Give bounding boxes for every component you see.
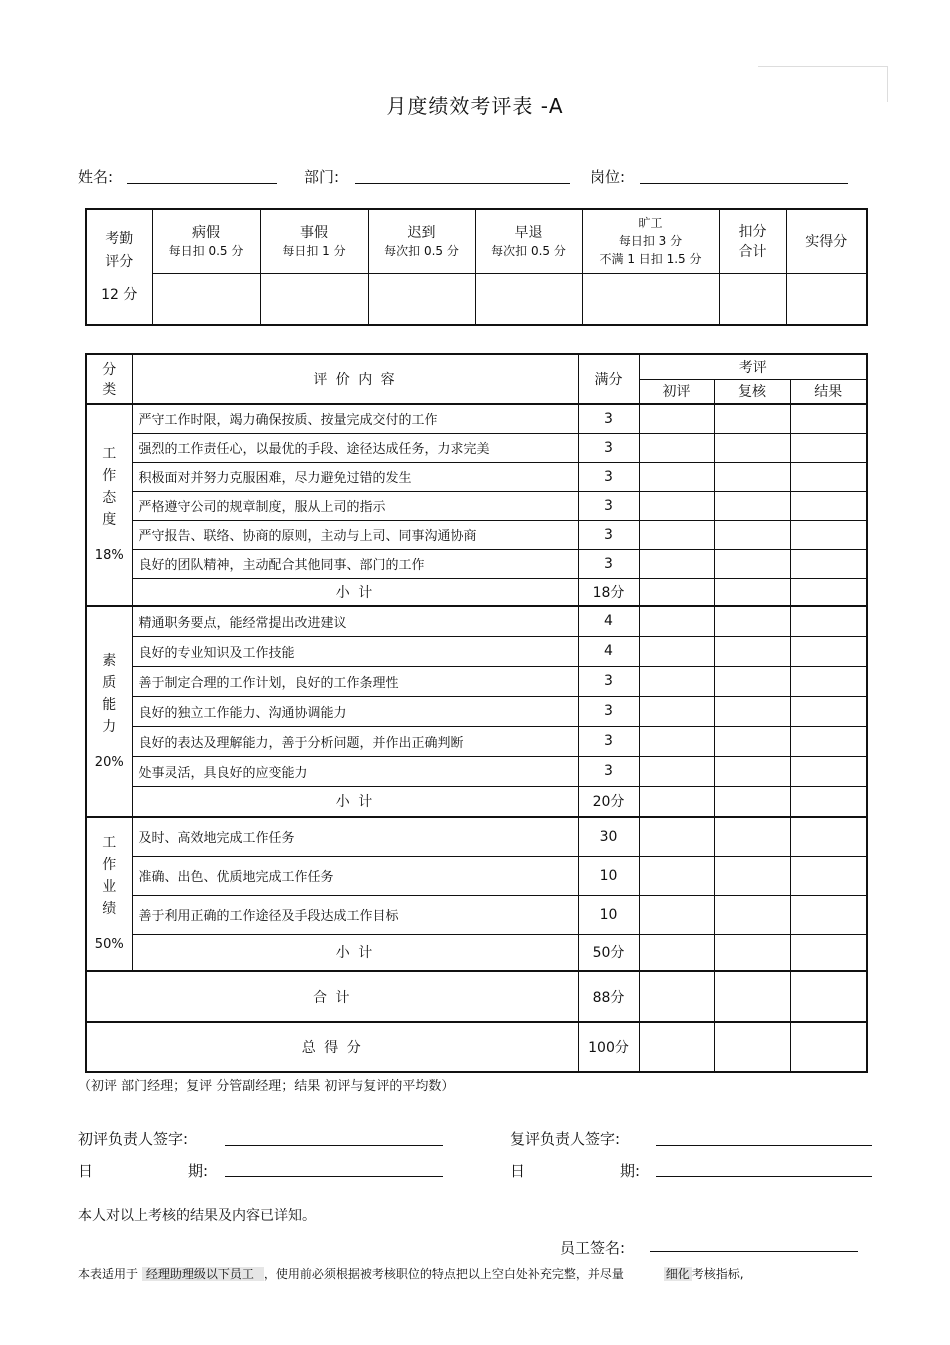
attendance-input-personal[interactable] [260, 273, 368, 325]
category-performance: 工 作 业 绩 50% [86, 817, 132, 971]
first-score-cell[interactable] [639, 549, 714, 578]
first-score-cell[interactable] [639, 696, 714, 726]
employee-sign-label: 员工签名: [560, 1239, 626, 1257]
criterion-text: 处事灵活，具良好的应变能力 [132, 756, 578, 786]
second-score-cell[interactable] [714, 1022, 790, 1072]
second-score-cell[interactable] [714, 666, 790, 696]
criterion-score: 10 [578, 895, 639, 934]
first-score-cell[interactable] [639, 606, 714, 636]
subtotal-score: 20分 [578, 786, 639, 817]
result-score-cell[interactable] [790, 578, 867, 606]
first-score-cell[interactable] [639, 726, 714, 756]
subtotal-label: 小 计 [132, 786, 578, 817]
total-label: 合 计 [86, 971, 578, 1022]
second-score-cell[interactable] [714, 404, 790, 433]
criterion-score: 10 [578, 856, 639, 895]
attendance-input-early-leave[interactable] [475, 273, 582, 325]
first-score-cell[interactable] [639, 491, 714, 520]
result-score-cell[interactable] [790, 934, 867, 971]
acknowledgement-text: 本人对以上考核的结果及内容已详知。 [78, 1208, 316, 1224]
first-score-cell[interactable] [639, 520, 714, 549]
criterion-score: 3 [578, 404, 639, 433]
result-score-cell[interactable] [790, 404, 867, 433]
second-score-cell[interactable] [714, 856, 790, 895]
position-field[interactable] [640, 183, 848, 184]
criterion-text: 善于利用正确的工作途径及手段达成工作目标 [132, 895, 578, 934]
first-signer-label: 初评负责人签字: [78, 1130, 189, 1148]
attendance-col-sick: 病假 每日扣 0.5 分 [152, 209, 260, 273]
second-score-cell[interactable] [714, 726, 790, 756]
result-score-cell[interactable] [790, 491, 867, 520]
date-label-left-b: 期: [188, 1162, 209, 1180]
criterion-text: 善于制定合理的工作计划，良好的工作条理性 [132, 666, 578, 696]
attendance-col-absent: 旷工 每日扣 3 分 不满 1 日扣 1.5 分 [582, 209, 719, 273]
second-score-cell[interactable] [714, 895, 790, 934]
attendance-table [85, 208, 868, 326]
eval-header-result: 结果 [790, 379, 867, 404]
criterion-score: 3 [578, 491, 639, 520]
first-score-cell[interactable] [639, 817, 714, 856]
second-score-cell[interactable] [714, 756, 790, 786]
attendance-input-actual[interactable] [786, 273, 867, 325]
category-competence: 素 质 能 力 20% [86, 606, 132, 817]
first-score-cell[interactable] [639, 404, 714, 433]
result-score-cell[interactable] [790, 756, 867, 786]
dept-field[interactable] [355, 183, 570, 184]
eval-header-review: 考评 [639, 354, 867, 379]
second-score-cell[interactable] [714, 606, 790, 636]
eval-header-first: 初评 [639, 379, 714, 404]
criterion-text: 积极面对并努力克服困难，尽力避免过错的发生 [132, 462, 578, 491]
first-score-cell[interactable] [639, 856, 714, 895]
attendance-col-personal: 事假 每日扣 1 分 [260, 209, 368, 273]
first-score-cell[interactable] [639, 433, 714, 462]
criterion-score: 3 [578, 756, 639, 786]
page-title: 月度绩效考评表 -A [386, 94, 564, 118]
criterion-text: 严守工作时限，竭力确保按质、按量完成交付的工作 [132, 404, 578, 433]
second-score-cell[interactable] [714, 578, 790, 606]
criterion-score: 4 [578, 606, 639, 636]
criterion-score: 3 [578, 549, 639, 578]
first-score-cell[interactable] [639, 636, 714, 666]
attendance-input-absent[interactable] [582, 273, 719, 325]
position-label: 岗位: [590, 168, 626, 186]
criterion-score: 30 [578, 817, 639, 856]
grand-total-score: 100分 [578, 1022, 639, 1072]
usage-note [78, 1265, 744, 1282]
first-score-cell[interactable] [639, 1022, 714, 1072]
result-score-cell[interactable] [790, 666, 867, 696]
usage-note-highlight: 经理助理级以下员工 [142, 1267, 264, 1281]
criterion-score: 3 [578, 726, 639, 756]
subtotal-label: 小 计 [132, 578, 578, 606]
criterion-text: 及时、高效地完成工作任务 [132, 817, 578, 856]
second-score-cell[interactable] [714, 549, 790, 578]
second-signer-field[interactable] [656, 1145, 872, 1146]
second-score-cell[interactable] [714, 491, 790, 520]
second-score-cell[interactable] [714, 934, 790, 971]
date-label-right-b: 期: [620, 1162, 641, 1180]
total-score: 88分 [578, 971, 639, 1022]
date-label-right-a: 日 [510, 1162, 526, 1180]
grand-total-label: 总 得 分 [86, 1022, 578, 1072]
attendance-input-sick[interactable] [152, 273, 260, 325]
second-score-cell[interactable] [714, 433, 790, 462]
attendance-col-actual: 实得分 [786, 209, 867, 273]
category-work-attitude: 工 作 态 度 18% [86, 404, 132, 606]
evaluation-table [85, 353, 868, 1073]
second-score-cell[interactable] [714, 696, 790, 726]
result-score-cell[interactable] [790, 786, 867, 817]
criterion-score: 4 [578, 636, 639, 666]
first-score-cell[interactable] [639, 971, 714, 1022]
result-score-cell[interactable] [790, 462, 867, 491]
criterion-score: 3 [578, 433, 639, 462]
result-score-cell[interactable] [790, 433, 867, 462]
attendance-col-deduct-total: 扣分 合计 [719, 209, 786, 273]
corner-mark-horizontal [758, 66, 888, 67]
eval-header-full: 满分 [578, 354, 639, 404]
criterion-text: 强烈的工作责任心，以最优的手段、途径达成任务，力求完美 [132, 433, 578, 462]
first-score-cell[interactable] [639, 934, 714, 971]
name-label: 姓名: [78, 168, 114, 186]
name-field[interactable] [127, 183, 277, 184]
criterion-text: 良好的表达及理解能力，善于分析问题，并作出正确判断 [132, 726, 578, 756]
usage-note-part: 本表适用于 [78, 1267, 139, 1281]
date-label-left-a: 日 [78, 1162, 94, 1180]
first-signer-field[interactable] [225, 1145, 443, 1146]
attendance-input-late[interactable] [368, 273, 475, 325]
result-score-cell[interactable] [790, 636, 867, 666]
dept-label: 部门: [304, 168, 340, 186]
criterion-score: 3 [578, 696, 639, 726]
employee-sign-field[interactable] [650, 1251, 858, 1252]
second-date-field[interactable] [656, 1176, 872, 1177]
result-score-cell[interactable] [790, 549, 867, 578]
eval-header-second: 复核 [714, 379, 790, 404]
result-score-cell[interactable] [790, 696, 867, 726]
criterion-score: 3 [578, 462, 639, 491]
criterion-text: 良好的独立工作能力、沟通协调能力 [132, 696, 578, 726]
eval-header-content: 评 价 内 容 [132, 354, 578, 404]
usage-note-highlight: 细化 [665, 1267, 690, 1281]
first-score-cell[interactable] [639, 462, 714, 491]
subtotal-label: 小 计 [132, 934, 578, 971]
criterion-text: 良好的专业知识及工作技能 [132, 636, 578, 666]
second-score-cell[interactable] [714, 462, 790, 491]
attendance-input-deduct-total[interactable] [719, 273, 786, 325]
subtotal-score: 18分 [578, 578, 639, 606]
result-score-cell[interactable] [790, 971, 867, 1022]
result-score-cell[interactable] [790, 817, 867, 856]
second-score-cell[interactable] [714, 636, 790, 666]
second-score-cell[interactable] [714, 786, 790, 817]
first-score-cell[interactable] [639, 578, 714, 606]
subtotal-score: 50分 [578, 934, 639, 971]
result-score-cell[interactable] [790, 606, 867, 636]
result-score-cell[interactable] [790, 726, 867, 756]
criterion-text: 严格遵守公司的规章制度，服从上司的指示 [132, 491, 578, 520]
result-score-cell[interactable] [790, 895, 867, 934]
criterion-score: 3 [578, 520, 639, 549]
first-score-cell[interactable] [639, 895, 714, 934]
attendance-col-late: 迟到 每次扣 0.5 分 [368, 209, 475, 273]
criterion-text: 精通职务要点，能经常提出改进建议 [132, 606, 578, 636]
usage-note-part: 考核指标, [691, 1267, 744, 1281]
criterion-text: 严守报告、联络、协商的原则，主动与上司、同事沟通协商 [132, 520, 578, 549]
first-date-field[interactable] [225, 1176, 443, 1177]
second-score-cell[interactable] [714, 817, 790, 856]
review-footnote: （初评 部门经理；复评 分管副经理；结果 初评与复评的平均数） [78, 1079, 455, 1094]
criterion-text: 准确、出色、优质地完成工作任务 [132, 856, 578, 895]
attendance-row-title: 考勤 评分 12 分 [86, 209, 152, 325]
first-score-cell[interactable] [639, 786, 714, 817]
result-score-cell[interactable] [790, 520, 867, 549]
eval-header-category: 分 类 [86, 354, 132, 404]
criterion-text: 良好的团队精神，主动配合其他同事、部门的工作 [132, 549, 578, 578]
first-score-cell[interactable] [639, 666, 714, 696]
result-score-cell[interactable] [790, 1022, 867, 1072]
second-signer-label: 复评负责人签字: [510, 1130, 621, 1148]
second-score-cell[interactable] [714, 520, 790, 549]
usage-note-part: ，使用前必须根据被考核职位的特点把以上空白处补充完整，并尽量 [263, 1267, 624, 1281]
attendance-col-early-leave: 早退 每次扣 0.5 分 [475, 209, 582, 273]
second-score-cell[interactable] [714, 971, 790, 1022]
first-score-cell[interactable] [639, 756, 714, 786]
result-score-cell[interactable] [790, 856, 867, 895]
criterion-score: 3 [578, 666, 639, 696]
